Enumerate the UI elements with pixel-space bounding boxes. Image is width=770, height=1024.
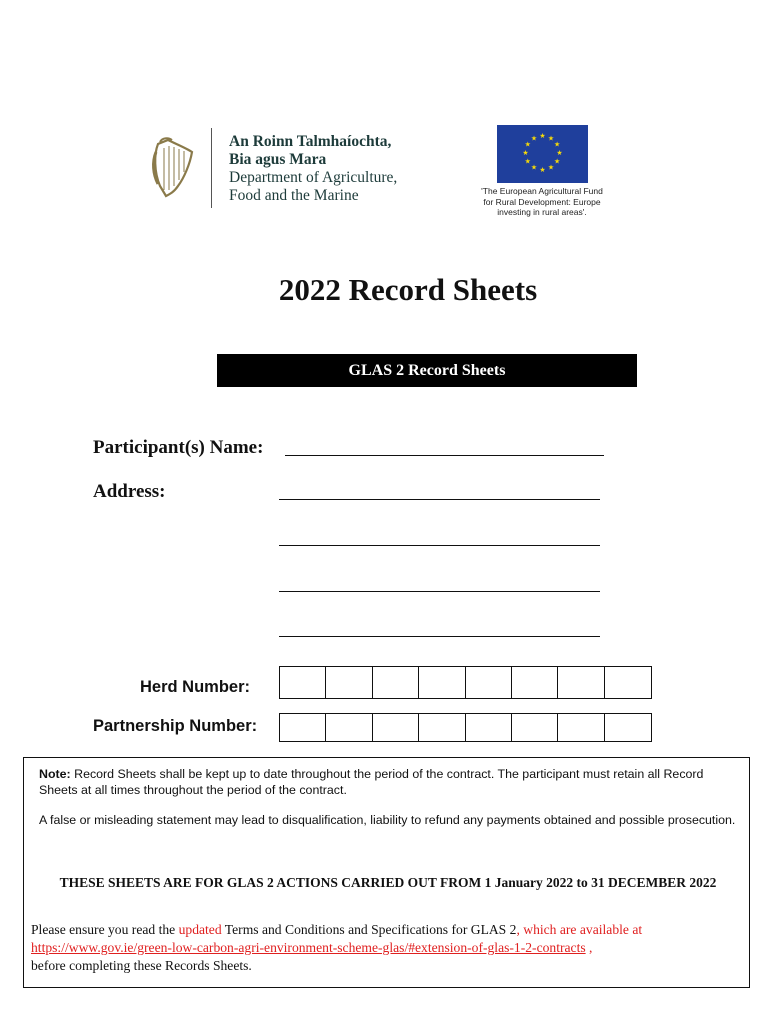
terms-reminder <box>31 921 745 975</box>
eu-caption-line: for Rural Development: Europe <box>483 196 601 207</box>
eu-fund-caption <box>462 186 622 218</box>
updated-text: updated <box>178 922 222 937</box>
link-suffix: , <box>585 940 593 955</box>
participant-name-label: Participant(s) Name: <box>93 437 264 458</box>
partnership-number-digit-box[interactable] <box>419 714 465 741</box>
partnership-number-digit-box[interactable] <box>280 714 326 741</box>
terms-closing-text: before completing these Records Sheets. <box>31 958 252 973</box>
svg-text:★: ★ <box>522 149 529 157</box>
address-line-2-field[interactable] <box>279 545 600 546</box>
eu-caption-line: 'The European Agricultural Fund <box>481 186 603 196</box>
herd-number-boxes[interactable] <box>279 666 652 699</box>
partnership-number-digit-box[interactable] <box>466 714 512 741</box>
terms-text: Terms and Conditions and Specifications for GLAS 2 <box>221 922 517 937</box>
herd-number-digit-box[interactable] <box>466 667 512 698</box>
note-prefix: Note: <box>39 767 71 781</box>
svg-text:★: ★ <box>554 157 561 166</box>
note-paragraph <box>39 766 737 798</box>
svg-text:★: ★ <box>554 140 561 149</box>
svg-text:★: ★ <box>524 157 531 166</box>
dept-name-english-line2: Food and the Marine <box>229 187 359 204</box>
svg-text:★: ★ <box>539 132 546 140</box>
partnership-number-digit-box[interactable] <box>512 714 558 741</box>
partnership-number-digit-box[interactable] <box>326 714 372 741</box>
note-text: Record Sheets shall be kept up to date throughout the period of the contract. The participant must retain all Record Sheets at all times throughout the period of the contract. <box>39 767 704 797</box>
herd-number-digit-box[interactable] <box>512 667 558 698</box>
participant-name-field[interactable] <box>285 455 604 456</box>
department-logo-text <box>229 133 397 205</box>
partnership-number-boxes[interactable] <box>279 713 652 742</box>
eu-caption-line: investing in rural areas'. <box>497 207 587 217</box>
partnership-number-digit-box[interactable] <box>558 714 604 741</box>
false-statement-warning: A false or misleading statement may lead to disqualification, liability to refund any payments obtained and possible prosecution. <box>39 813 736 827</box>
glas-period-statement: THESE SHEETS ARE FOR GLAS 2 ACTIONS CARRIED OUT FROM 1 January 2022 to 31 DECEMBER 2022 <box>59 875 717 890</box>
svg-text:★: ★ <box>547 134 555 143</box>
partnership-number-digit-box[interactable] <box>373 714 419 741</box>
dept-name-english-line1: Department of Agriculture, <box>229 169 398 186</box>
header-divider <box>211 128 212 208</box>
herd-number-digit-box[interactable] <box>605 667 651 698</box>
herd-number-digit-box[interactable] <box>558 667 604 698</box>
glas-band-heading: GLAS 2 Record Sheets <box>217 354 637 387</box>
svg-text:★: ★ <box>530 163 538 172</box>
svg-text:★: ★ <box>530 134 538 143</box>
harp-logo-icon <box>150 134 196 202</box>
svg-text:★: ★ <box>539 166 546 174</box>
svg-text:★: ★ <box>547 163 555 172</box>
address-line-3-field[interactable] <box>279 591 600 592</box>
glas-extension-link[interactable]: https://www.gov.ie/green-low-carbon-agri-environment-scheme-glas/#extension-of-glas-1-2-contracts <box>31 940 586 955</box>
dept-name-irish-line2: Bia agus Mara <box>229 151 327 168</box>
herd-number-digit-box[interactable] <box>326 667 372 698</box>
page-title: 2022 Record Sheets <box>278 272 538 307</box>
herd-number-digit-box[interactable] <box>419 667 465 698</box>
address-line-1-field[interactable] <box>279 499 600 500</box>
svg-text:★: ★ <box>524 140 531 149</box>
address-line-4-field[interactable] <box>279 636 600 637</box>
terms-text: Please ensure you read the <box>31 922 179 937</box>
svg-text:★: ★ <box>556 149 563 157</box>
partnership-number-digit-box[interactable] <box>605 714 651 741</box>
herd-number-label: Herd Number: <box>140 678 251 696</box>
herd-number-digit-box[interactable] <box>373 667 419 698</box>
note-box <box>23 757 750 988</box>
eu-flag-icon <box>497 125 588 183</box>
dept-name-irish-line1: An Roinn Talmhaíochta, <box>229 133 392 150</box>
address-label: Address: <box>93 481 166 502</box>
herd-number-digit-box[interactable] <box>280 667 326 698</box>
available-text: , which are available at <box>516 922 643 937</box>
partnership-number-label: Partnership Number: <box>93 717 258 735</box>
